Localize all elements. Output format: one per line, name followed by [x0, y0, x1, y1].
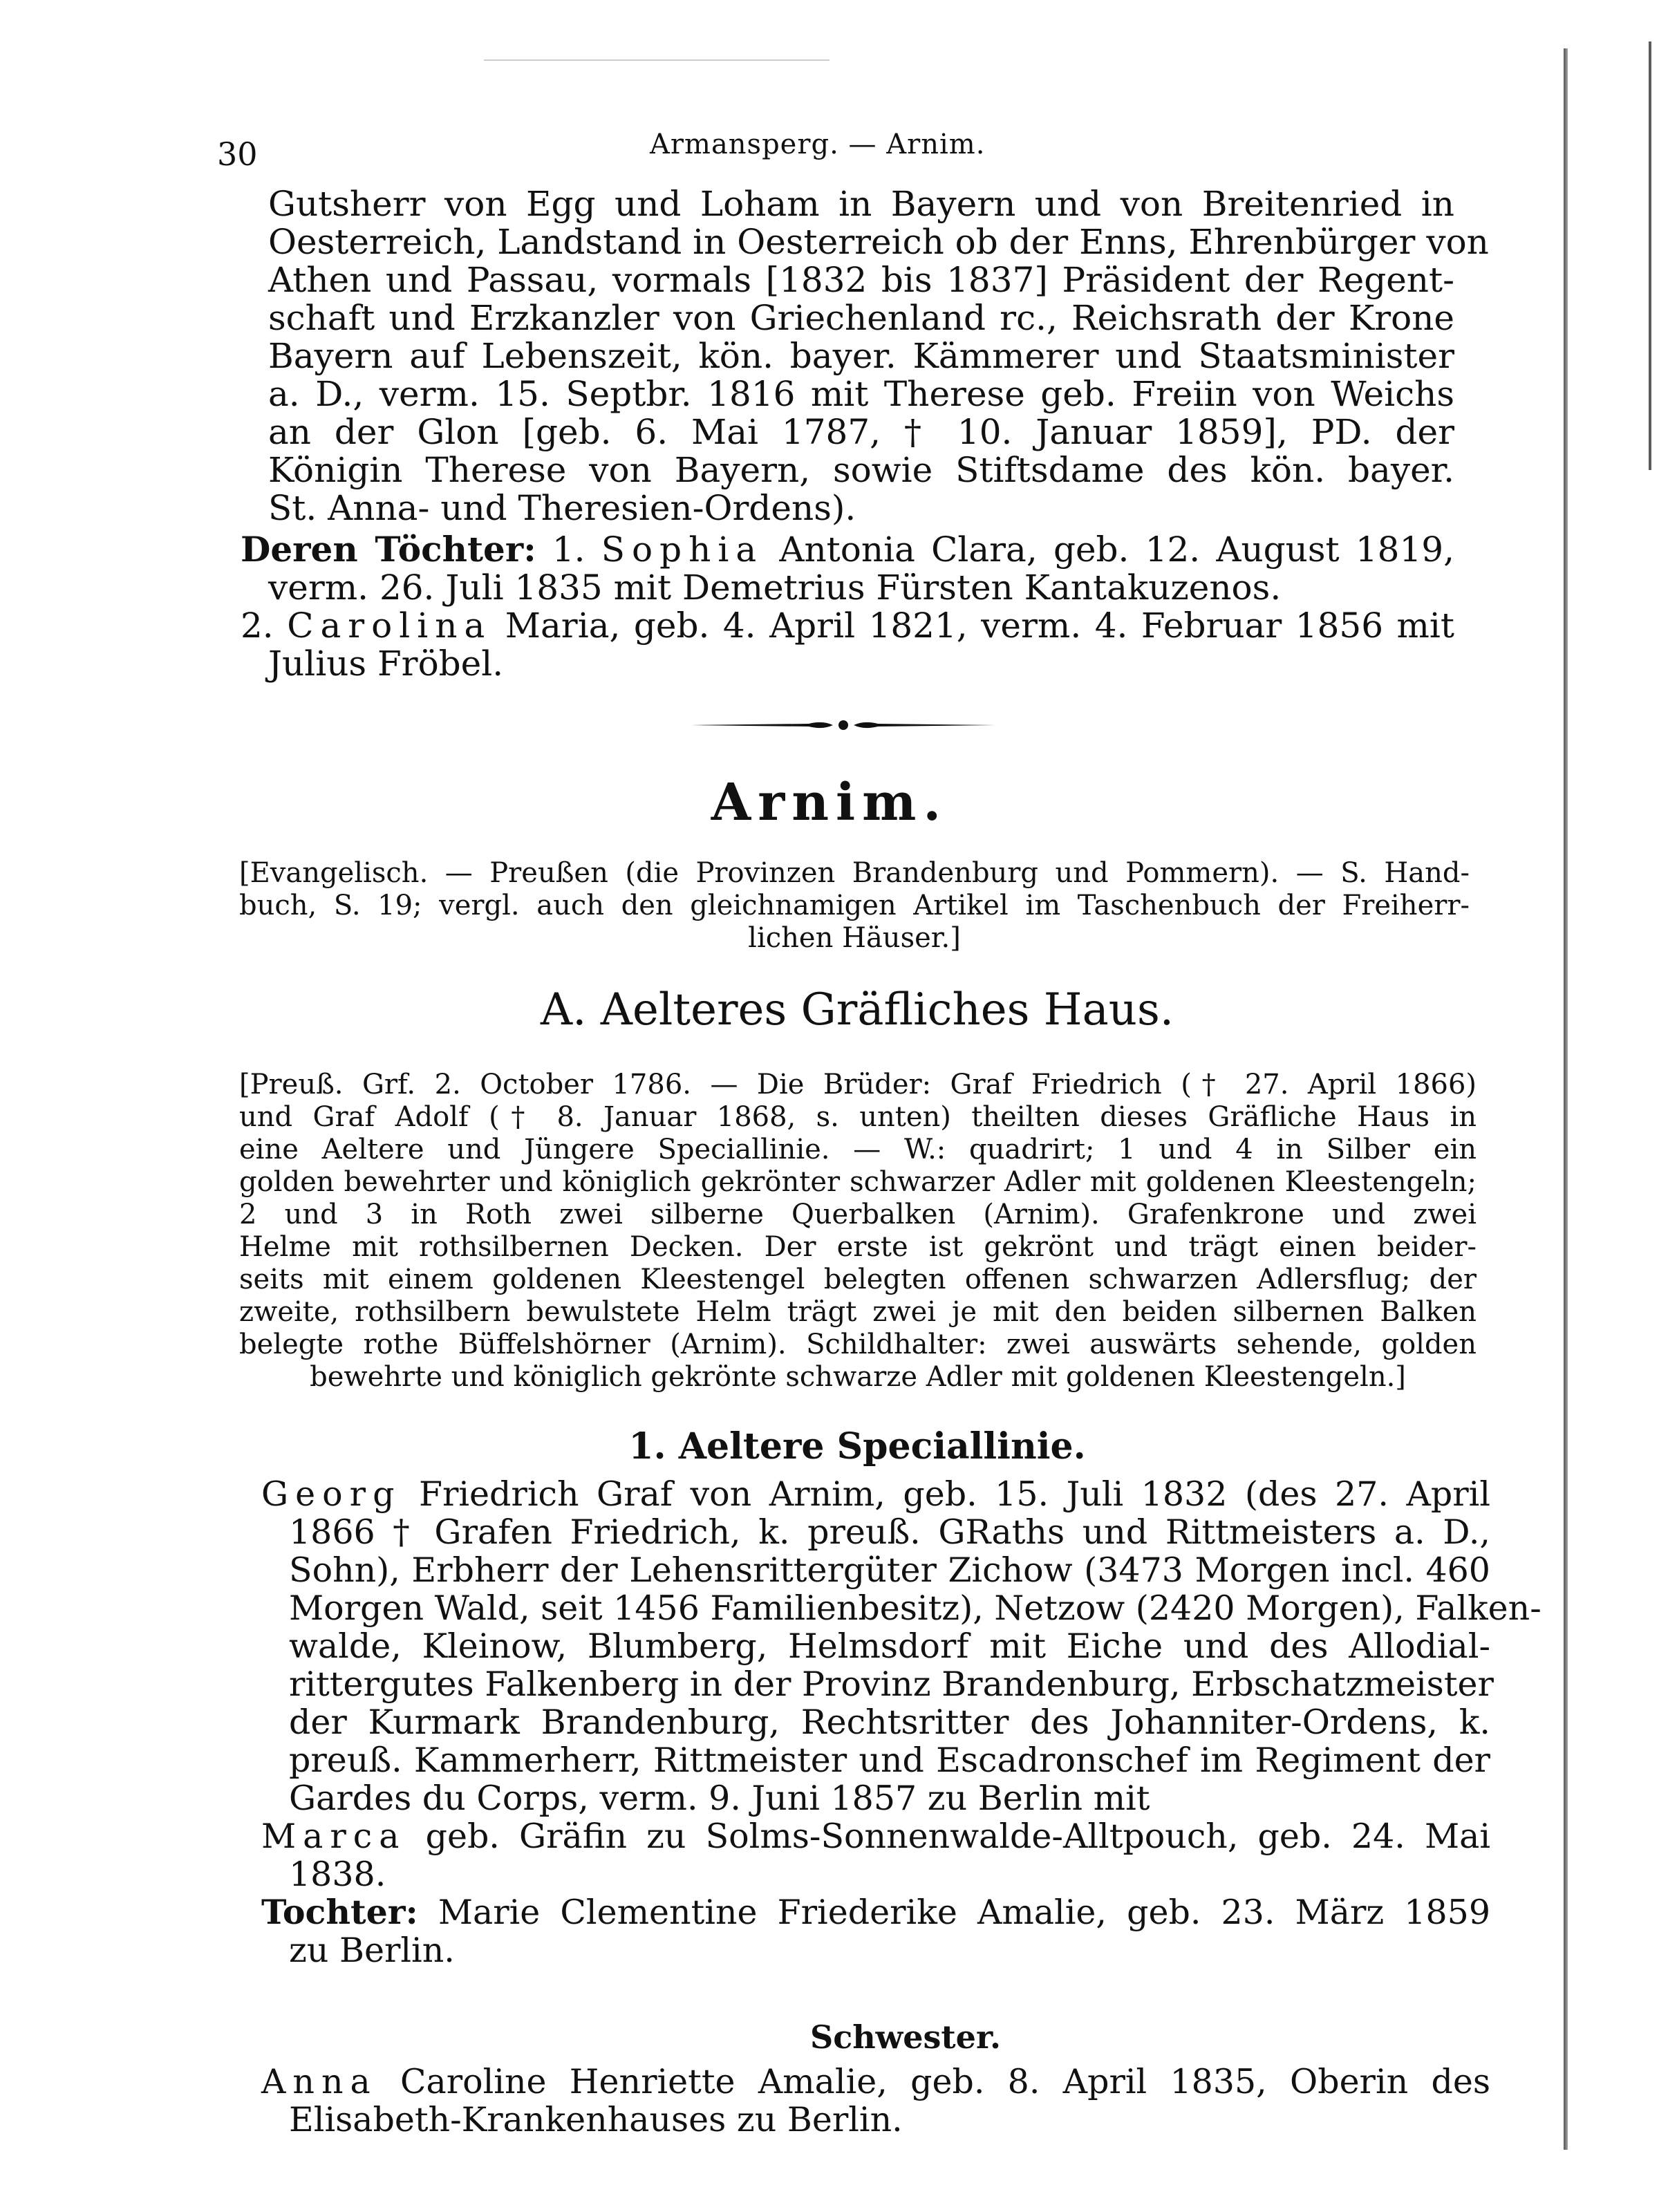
entry-line: Gardes du Corps, verm. 9. Juni 1857 zu Berlin mit — [289, 1779, 1150, 1818]
intro-line: lichen Häuser.] — [748, 922, 961, 954]
house-title: A. Aelteres Gräfliches Haus. — [540, 984, 1174, 1035]
entry-text: Caroline Henriette Amalie, geb. 8. April 1835, Oberin des — [400, 2062, 1490, 2101]
person-name: Marca — [261, 1817, 406, 1856]
entry-line: Sohn), Erbherr der Lehensrittergüter Zichow (3473 Morgen incl. 460 — [289, 1550, 1490, 1590]
entry-line: St. Anna- und Theresien-Ordens). — [268, 488, 856, 528]
sister-entry — [261, 2062, 1490, 2139]
entry-line: rittergutes Falkenberg in der Provinz Brandenburg, Erbschatzmeister — [289, 1665, 1494, 1704]
daughter-name: Carolina — [287, 606, 492, 646]
entry-line: an der Glon [geb. 6. Mai 1787, † 10. Januar 1859], PD. der — [268, 412, 1454, 452]
entry-line: Oesterreich, Landstand in Oesterreich ob der Enns, Ehrenbürger von — [268, 222, 1489, 262]
entry-line: Morgen Wald, seit 1456 Familienbesitz), Netzow (2420 Morgen), Falken- — [289, 1588, 1541, 1628]
binding-edge-outer — [1649, 41, 1651, 470]
daughter-details-cont: Julius Fröbel. — [268, 644, 504, 684]
entry-text: Friedrich Graf von Arnim, geb. 15. Juli 1832 (des 27. April — [418, 1474, 1490, 1514]
entry-line: a. D., verm. 15. Septbr. 1816 mit Therese geb. Freiin von Weichs — [268, 374, 1454, 414]
daughter-details: Antonia Clara, geb. 12. August 1819, — [779, 529, 1454, 570]
description-line: Helme mit rothsilbernen Decken. Der erste ist gekrönt und trägt einen beider- — [239, 1231, 1477, 1263]
entry-line: Königin Therese von Bayern, sowie Stiftsdame des kön. bayer. — [268, 450, 1454, 490]
daughter-number: 1. — [552, 529, 585, 570]
person-name: Georg — [261, 1474, 402, 1514]
person-name: Anna — [261, 2062, 377, 2101]
daughter2-line — [241, 607, 1454, 645]
description-line: bewehrte und königlich gekrönte schwarze Adler mit goldenen Kleestengeln.] — [310, 1361, 1406, 1393]
entry-line: preuß. Kammerherr, Rittmeister und Escadronschef im Regiment der — [289, 1741, 1490, 1780]
description-line: belegte rothe Büffelshörner (Arnim). Schildhalter: zwei auswärts sehende, golden — [239, 1329, 1477, 1360]
entry-text: geb. Gräfin zu Solms-Sonnenwalde-Alltpouch, geb. 24. Mai — [425, 1817, 1491, 1856]
georg-entry — [261, 1474, 1541, 1970]
sister-heading: Schwester. — [810, 2018, 1001, 2056]
entry-line: Athen und Passau, vormals [1832 bis 1837] Präsident der Regent- — [268, 260, 1454, 300]
description-line: eine Aeltere und Jüngere Speciallinie. — W.: quadrirt; 1 und 4 in Silber ein — [239, 1134, 1477, 1165]
intro-line: [Evangelisch. — Preußen (die Provinzen Brandenburg und Pommern). — S. Hand- — [239, 857, 1470, 889]
house-description — [239, 1069, 1477, 1394]
daughter-number: 2. — [241, 606, 274, 646]
entry-line: Elisabeth-Krankenhauses zu Berlin. — [289, 2100, 903, 2139]
description-line: zweite, rothsilbern bewulstete Helm trägt zwei je mit den beiden silbernen Balken — [239, 1296, 1477, 1328]
daughter-details: Maria, geb. 4. April 1821, verm. 4. Februar 1856 mit — [505, 606, 1454, 646]
description-line: 2 und 3 in Roth zwei silberne Querbalken (Arnim). Grafenkrone und zwei — [239, 1199, 1477, 1230]
entry-line: Gutsherr von Egg und Loham in Bayern und von Breitenried in — [268, 184, 1454, 224]
ornament-divider — [691, 716, 995, 734]
scan-artifact — [484, 59, 830, 61]
entry-line: 1866 † Grafen Friedrich, k. preuß. GRaths und Rittmeisters a. D., — [289, 1512, 1490, 1552]
intro-line: buch, S. 19; vergl. auch den gleichnamigen Artikel im Taschenbuch der Freiherr- — [239, 890, 1470, 921]
description-line: seits mit einem goldenen Kleestengel belegten offenen schwarzen Adlersflug; der — [239, 1264, 1477, 1295]
wife-line — [261, 1817, 1490, 1855]
daughter-line — [261, 1893, 1490, 1931]
daughter-label: Tochter: — [261, 1892, 418, 1932]
daughter-details-cont: verm. 26. Juli 1835 mit Demetrius Fürsten Kantakuzenos. — [268, 568, 1282, 608]
armansperg-entry — [241, 184, 1489, 684]
description-line: [Preuß. Grf. 2. October 1786. — Die Brüder: Graf Friedrich († 27. April 1866) — [239, 1069, 1477, 1100]
entry-line: walde, Kleinow, Blumberg, Helmsdorf mit Eiche und des Allodial- — [289, 1627, 1490, 1666]
entry-line: schaft und Erzkanzler von Griechenland rc., Reichsrath der Krone — [268, 298, 1454, 338]
entry-line: 1838. — [289, 1855, 386, 1894]
binding-edge — [1564, 48, 1568, 2150]
page-number: 30 — [217, 135, 258, 173]
description-line: und Graf Adolf († 8. Januar 1868, s. unten) theilten dieses Gräfliche Haus in — [239, 1101, 1477, 1133]
daughter-name: Sophia — [601, 529, 764, 570]
entry-first-line — [261, 1475, 1490, 1513]
family-title: Arnim. — [711, 773, 948, 832]
description-line: golden bewehrter und königlich gekrönter schwarzer Adler mit goldenen Kleestengeln; — [239, 1166, 1477, 1198]
sister-line — [261, 2063, 1490, 2101]
running-head: Armansperg. — Arnim. — [650, 129, 986, 160]
speciallinie-title: 1. Aeltere Speciallinie. — [628, 1425, 1086, 1468]
entry-text: Marie Clementine Friederike Amalie, geb. 23. März 1859 — [438, 1893, 1491, 1932]
daughters-line — [241, 530, 1454, 569]
entry-line: Bayern auf Lebenszeit, kön. bayer. Kämmerer und Staatsminister — [268, 336, 1454, 376]
entry-line: der Kurmark Brandenburg, Rechtsritter des Johanniter-Ordens, k. — [289, 1703, 1490, 1742]
daughters-label: Deren Töchter: — [241, 529, 536, 570]
family-intro — [239, 857, 1470, 955]
entry-line: zu Berlin. — [289, 1931, 455, 1970]
